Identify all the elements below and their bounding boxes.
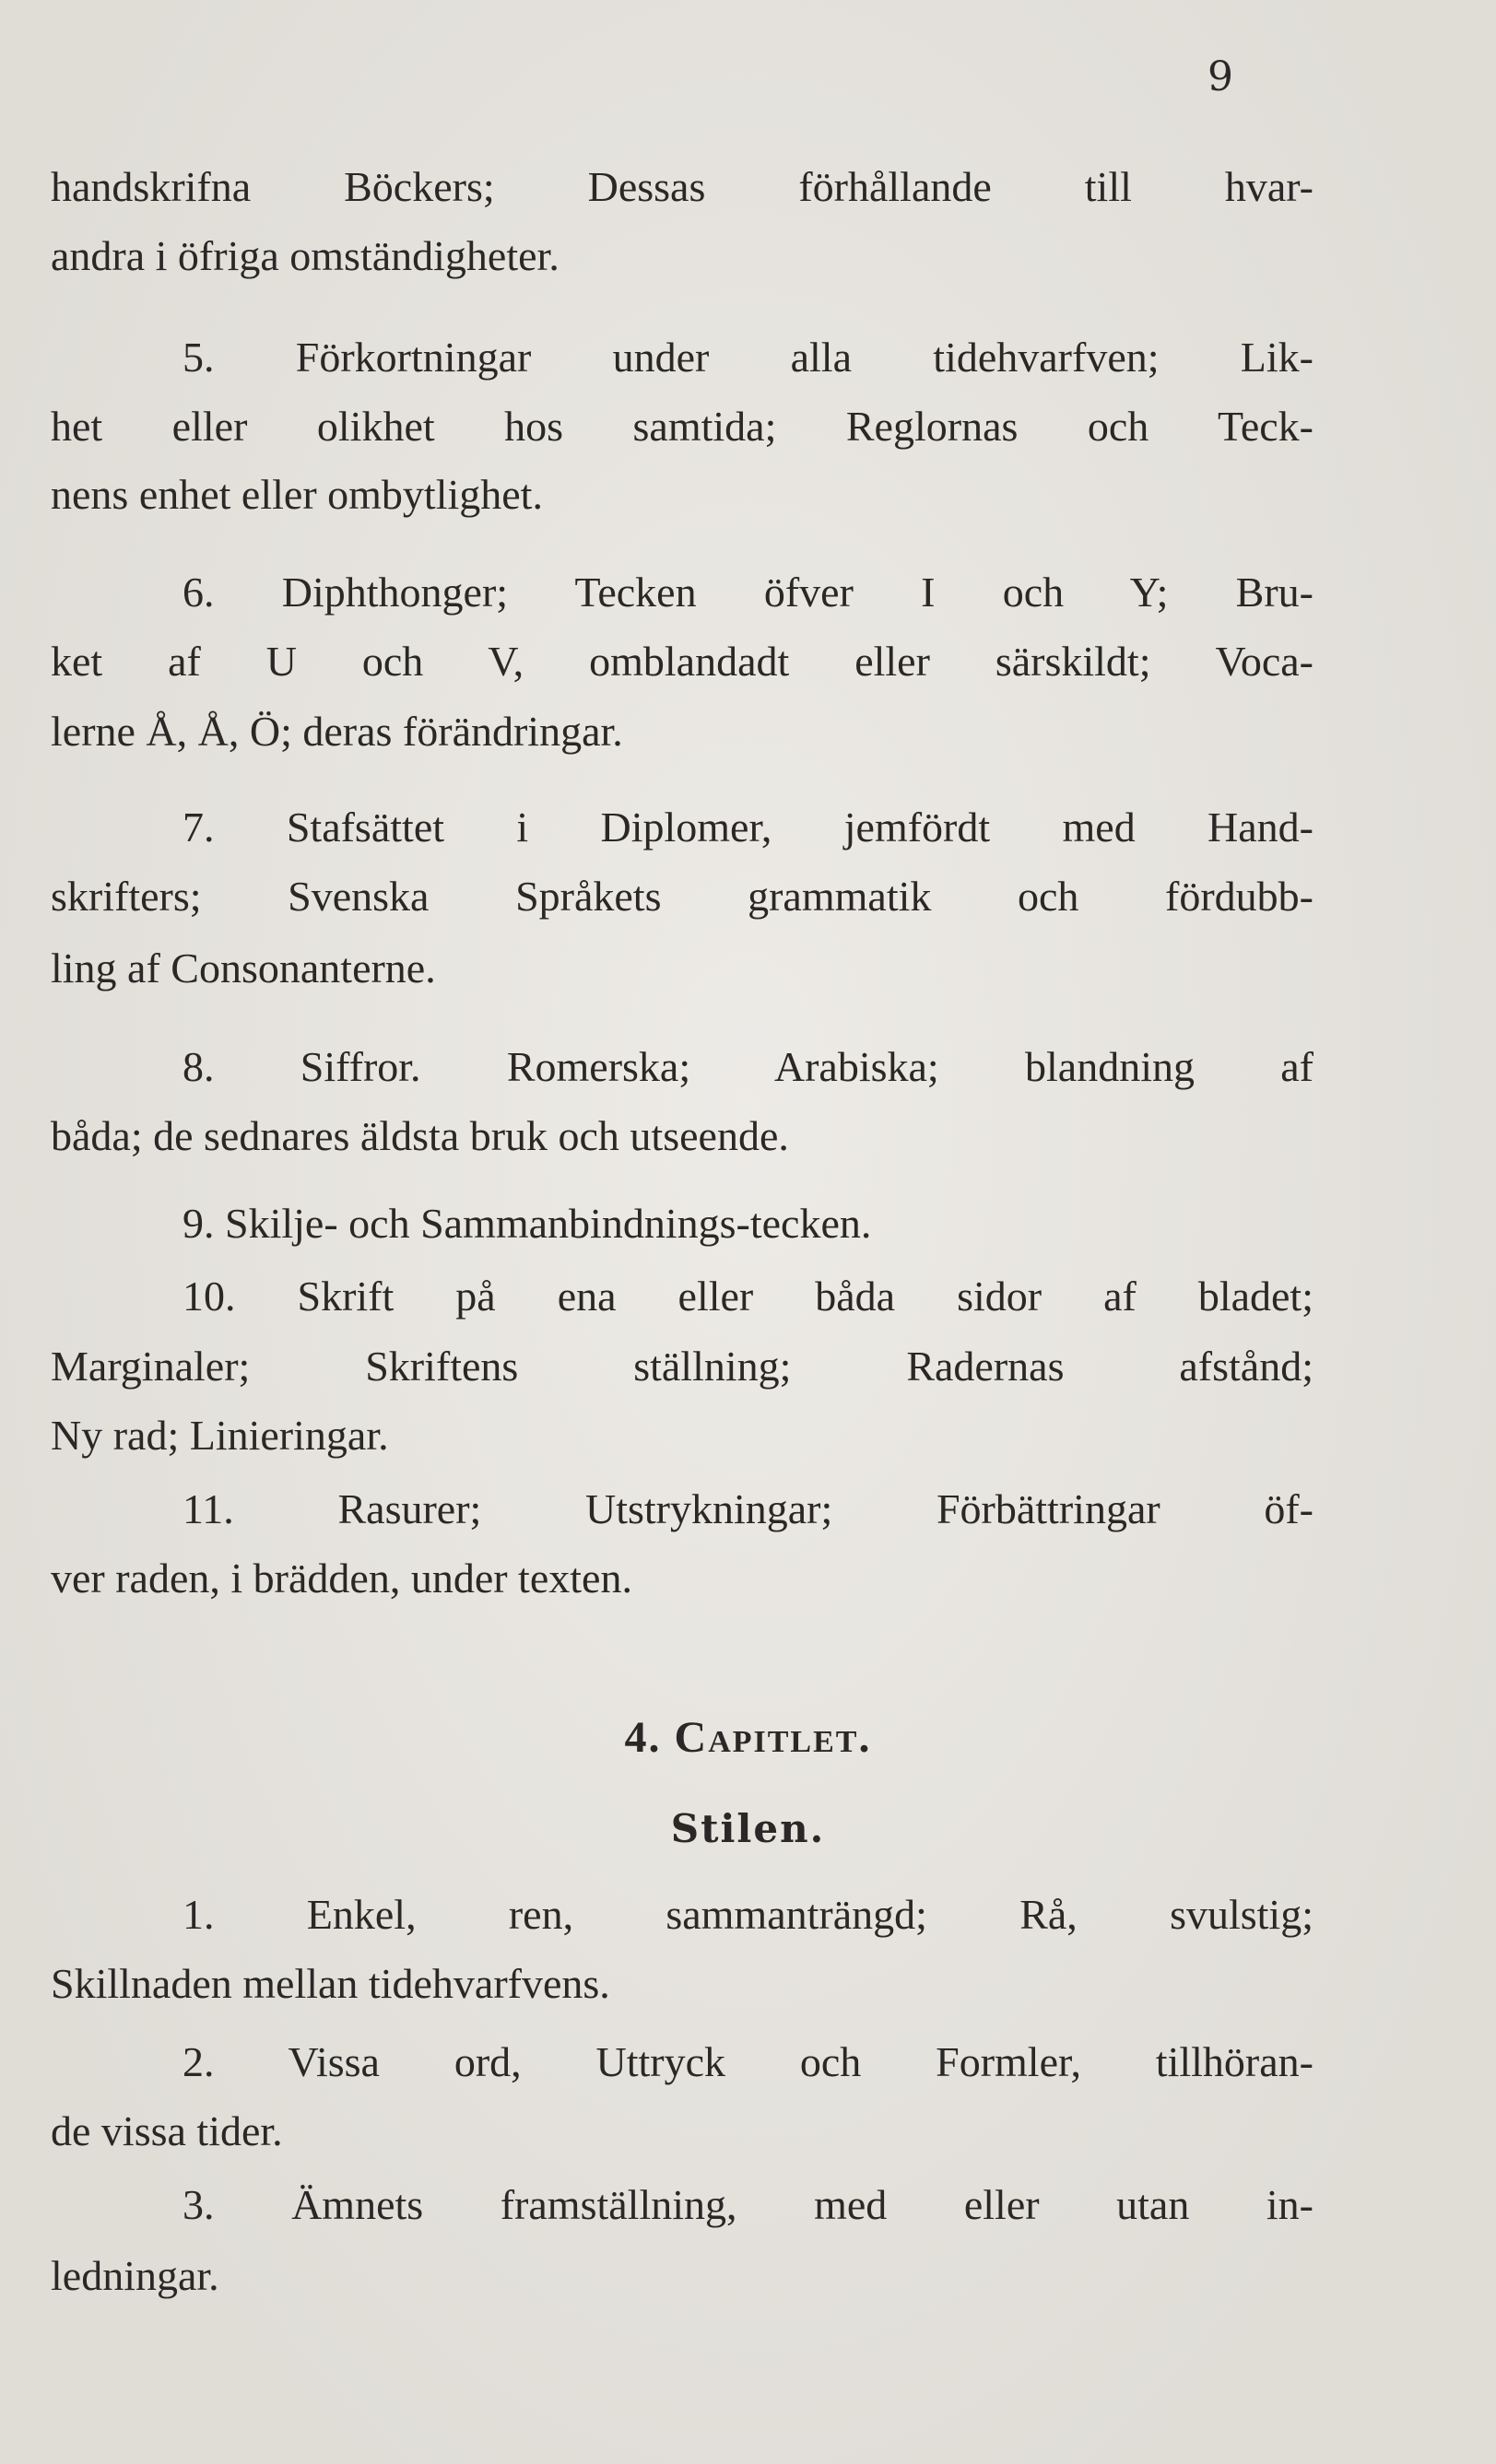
text-line: 1. Enkel, ren, sammanträngd; Rå, svulstig; (183, 1891, 1313, 1938)
text-line: ledningar. (51, 2252, 219, 2299)
text-line: 10. Skrift på ena eller båda sidor af bladet; (183, 1273, 1313, 1320)
text-line: 2. Vissa ord, Uttryck och Formler, tillhöran- (183, 2038, 1313, 2085)
text-line: 7. Stafsättet i Diplomer, jemfördt med Hand- (183, 804, 1313, 851)
text-line: andra i öfriga omständigheter. (51, 232, 560, 279)
text-line: Marginaler; Skriftens ställning; Radernas afstånd; (51, 1343, 1313, 1390)
text-line: de vissa tider. (51, 2107, 283, 2154)
text-line: het eller olikhet hos samtida; Reglornas och Teck- (51, 403, 1313, 450)
text-line: 11. Rasurer; Utstrykningar; Förbättringar öf- (183, 1485, 1313, 1532)
text-line: 5. Förkortningar under alla tidehvarfven; Lik- (183, 334, 1313, 381)
text-line: handskrifna Böckers; Dessas förhållande till hvar- (51, 163, 1313, 210)
text-line: Skillnaden mellan tidehvarfvens. (51, 1960, 610, 2007)
text-line: 6. Diphthonger; Tecken öfver I och Y; Bru- (183, 569, 1313, 616)
text-line: 9. Skilje- och Sammanbindnings-tecken. (183, 1200, 872, 1247)
text-line: 3. Ämnets framställning, med eller utan in- (183, 2181, 1313, 2228)
chapter-heading: 4. Capitlet. (624, 1713, 872, 1762)
text-line: 8. Siffror. Romerska; Arabiska; blandning af (183, 1043, 1313, 1090)
text-line: skrifters; Svenska Språkets grammatik och fördubb- (51, 873, 1313, 920)
section-heading: Stilen. (670, 1806, 826, 1851)
page-number: 9 (1207, 53, 1234, 100)
text-line: Ny rad; Linieringar. (51, 1412, 389, 1459)
text-line: ling af Consonanterne. (51, 945, 436, 991)
text-line: ver raden, i brädden, under texten. (51, 1555, 632, 1602)
text-line: nens enhet eller ombytlighet. (51, 471, 543, 518)
text-line: lerne Å, Å, Ö; deras förändringar. (51, 708, 623, 755)
text-line: båda; de sednares äldsta bruk och utseende. (51, 1112, 789, 1159)
text-line: ket af U och V, omblandadt eller särskildt; Voca- (51, 638, 1313, 685)
